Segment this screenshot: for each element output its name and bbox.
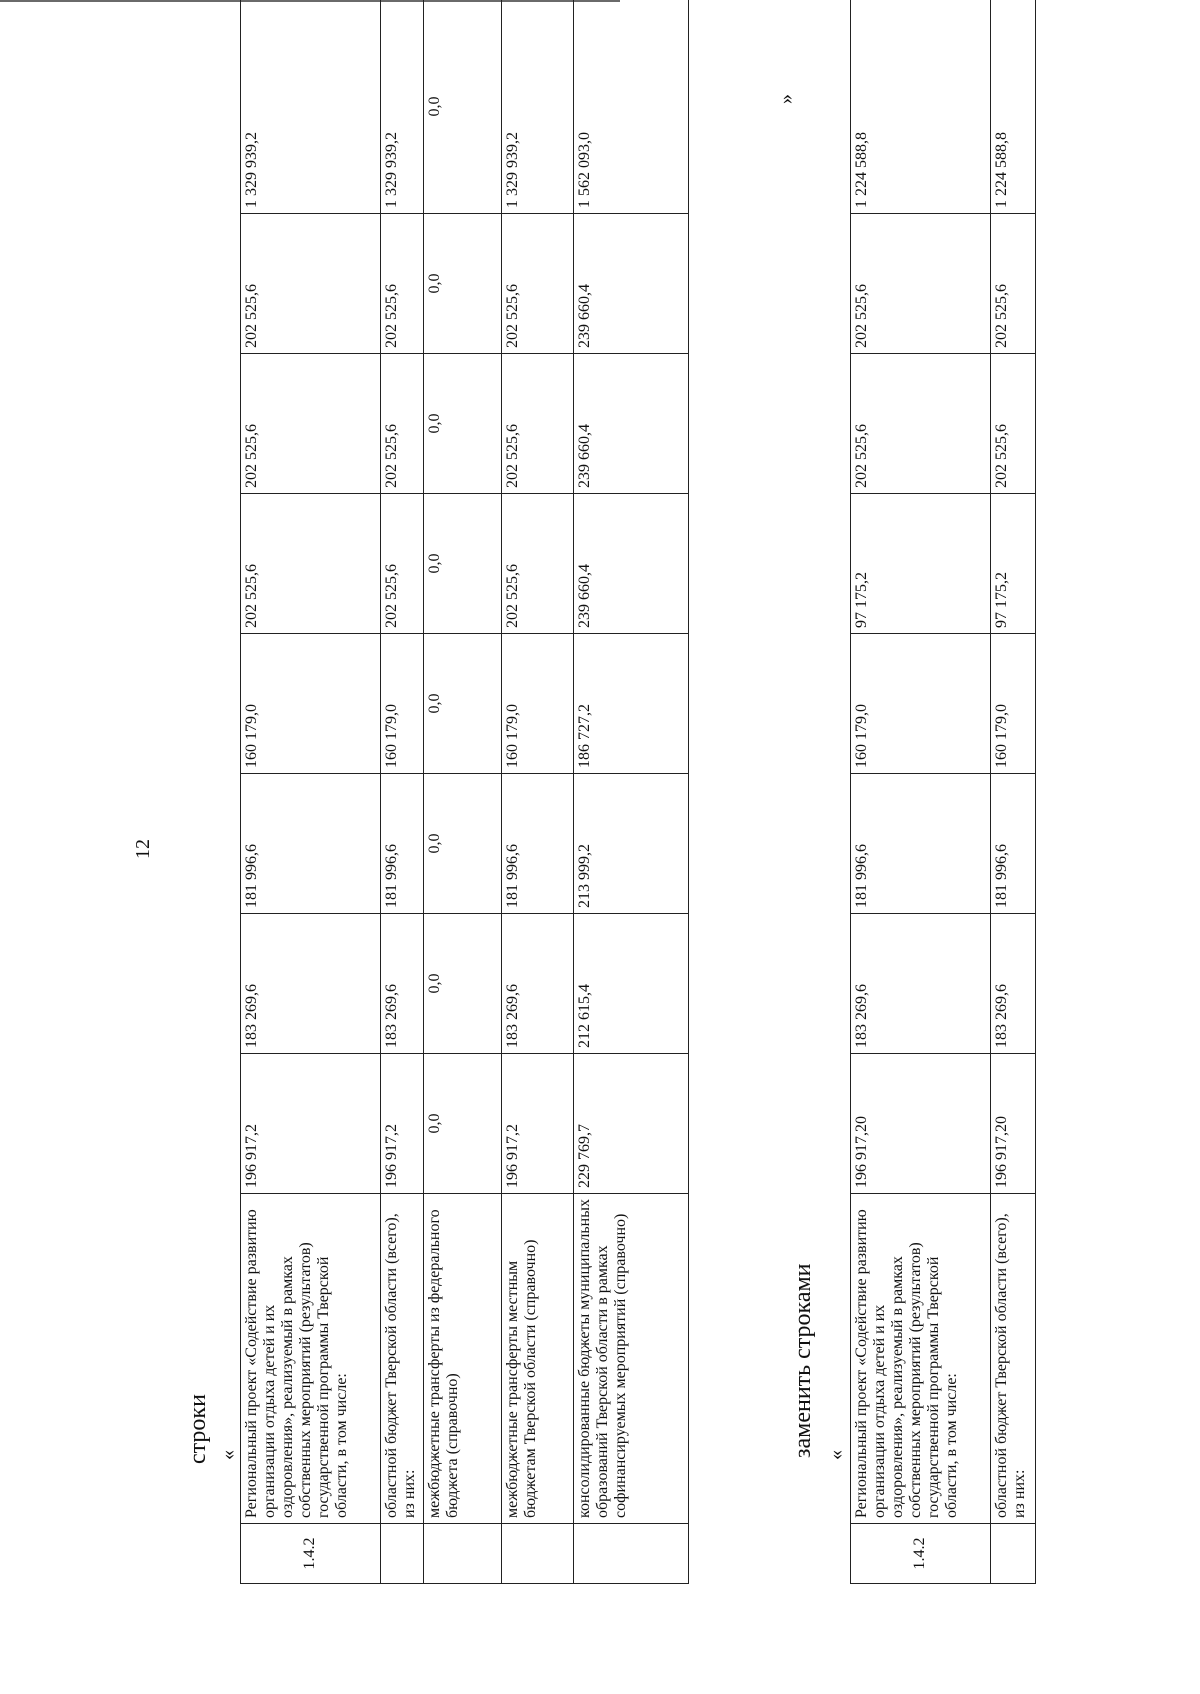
value-cell: 181 996,6 bbox=[381, 774, 424, 914]
value-cell: 213 999,2 bbox=[574, 774, 689, 914]
table-row bbox=[574, 0, 689, 1584]
row-name: Региональный проект «Содействие развитию организации отдыха детей и их оздоровления», реализуемый в рамках собственных мероприятий (результатов) государственной программы Тверской области, в том числе: bbox=[851, 1194, 991, 1524]
value-cell: 202 525,6 bbox=[241, 354, 381, 494]
row-name: областной бюджет Тверской области (всего), из них: bbox=[991, 1194, 1036, 1524]
value-cell: 181 996,6 bbox=[502, 774, 574, 914]
value-cell: 202 525,6 bbox=[851, 214, 991, 354]
value-cell: 239 660,4 bbox=[574, 494, 689, 634]
value-cell: 239 660,4 bbox=[574, 354, 689, 494]
value-cell: 202 525,6 bbox=[502, 354, 574, 494]
value-cell: 212 615,4 bbox=[574, 914, 689, 1054]
value-cell: 202 525,6 bbox=[991, 354, 1036, 494]
row-code bbox=[424, 1524, 502, 1584]
value-cell: 202 525,6 bbox=[381, 494, 424, 634]
row-code: 1.4.2 bbox=[851, 1524, 991, 1584]
value-cell: 202 525,6 bbox=[851, 354, 991, 494]
value-cell: 181 996,6 bbox=[241, 774, 381, 914]
value-cell: 196 917,2 bbox=[381, 1054, 424, 1194]
page-number: 12 bbox=[132, 839, 154, 859]
section2-open-quote: « bbox=[825, 1450, 847, 1460]
value-cell: 196 917,2 bbox=[241, 1054, 381, 1194]
value-cell: 229 769,7 bbox=[574, 1054, 689, 1194]
value-cell: 181 996,6 bbox=[851, 774, 991, 914]
value-cell: 196 917,2 bbox=[502, 1054, 574, 1194]
value-cell: 202 525,6 bbox=[502, 214, 574, 354]
value-cell: 1 562 093,0 bbox=[574, 0, 689, 214]
section2-table bbox=[850, 0, 1036, 1584]
table-row bbox=[241, 0, 381, 1584]
value-cell: 97 175,2 bbox=[991, 494, 1036, 634]
value-cell: 0,0 bbox=[424, 1054, 502, 1194]
section1-table bbox=[240, 0, 689, 1584]
value-cell: 97 175,2 bbox=[851, 494, 991, 634]
row-code bbox=[381, 1524, 424, 1584]
value-cell: 183 269,6 bbox=[381, 914, 424, 1054]
value-cell: 183 269,6 bbox=[241, 914, 381, 1054]
value-cell: 202 525,6 bbox=[241, 494, 381, 634]
value-cell: 202 525,6 bbox=[381, 214, 424, 354]
value-cell: 160 179,0 bbox=[851, 634, 991, 774]
section1-heading: строки bbox=[185, 1394, 211, 1464]
value-cell: 1 329 939,2 bbox=[502, 0, 574, 214]
row-name: областной бюджет Тверской области (всего), из них: bbox=[381, 1194, 424, 1524]
table-row bbox=[851, 0, 991, 1584]
section1-close-quote: » bbox=[775, 94, 797, 104]
row-code bbox=[502, 1524, 574, 1584]
value-cell: 160 179,0 bbox=[502, 634, 574, 774]
value-cell: 196 917,20 bbox=[991, 1054, 1036, 1194]
value-cell: 181 996,6 bbox=[991, 774, 1036, 914]
value-cell: 0,0 bbox=[424, 494, 502, 634]
row-name: межбюджетные трансферты из федерального бюджета (справочно) bbox=[424, 1194, 502, 1524]
value-cell: 0,0 bbox=[424, 634, 502, 774]
table-row bbox=[381, 0, 424, 1584]
value-cell: 160 179,0 bbox=[241, 634, 381, 774]
value-cell: 0,0 bbox=[424, 354, 502, 494]
value-cell: 202 525,6 bbox=[991, 214, 1036, 354]
value-cell: 0,0 bbox=[424, 0, 502, 214]
row-code bbox=[991, 1524, 1036, 1584]
row-name: консолидированные бюджеты муниципальных образований Тверской области в рамках софинансируемых мероприятий (справочно) bbox=[574, 1194, 689, 1524]
table-row bbox=[424, 0, 502, 1584]
section1-open-quote: « bbox=[217, 1450, 239, 1460]
value-cell: 183 269,6 bbox=[991, 914, 1036, 1054]
value-cell: 1 329 939,2 bbox=[381, 0, 424, 214]
value-cell: 239 660,4 bbox=[574, 214, 689, 354]
value-cell: 1 224 588,8 bbox=[851, 0, 991, 214]
value-cell: 160 179,0 bbox=[381, 634, 424, 774]
value-cell: 0,0 bbox=[424, 774, 502, 914]
value-cell: 160 179,0 bbox=[991, 634, 1036, 774]
row-code: 1.4.2 bbox=[241, 1524, 381, 1584]
value-cell: 0,0 bbox=[424, 214, 502, 354]
value-cell: 1 224 588,8 bbox=[991, 0, 1036, 214]
row-name: межбюджетные трансферты местным бюджетам Тверской области (справочно) bbox=[502, 1194, 574, 1524]
value-cell: 183 269,6 bbox=[502, 914, 574, 1054]
value-cell: 183 269,6 bbox=[851, 914, 991, 1054]
value-cell: 202 525,6 bbox=[241, 214, 381, 354]
table-row bbox=[991, 0, 1036, 1584]
section2-heading: заменить строками bbox=[790, 1263, 816, 1458]
value-cell: 202 525,6 bbox=[502, 494, 574, 634]
value-cell: 202 525,6 bbox=[381, 354, 424, 494]
row-code bbox=[574, 1524, 689, 1584]
table-row bbox=[502, 0, 574, 1584]
value-cell: 196 917,20 bbox=[851, 1054, 991, 1194]
value-cell: 1 329 939,2 bbox=[241, 0, 381, 214]
value-cell: 186 727,2 bbox=[574, 634, 689, 774]
value-cell: 0,0 bbox=[424, 914, 502, 1054]
row-name: Региональный проект «Содействие развитию организации отдыха детей и их оздоровления», реализуемый в рамках собственных мероприятий (результатов) государственной программы Тверской области, в том числе: bbox=[241, 1194, 381, 1524]
